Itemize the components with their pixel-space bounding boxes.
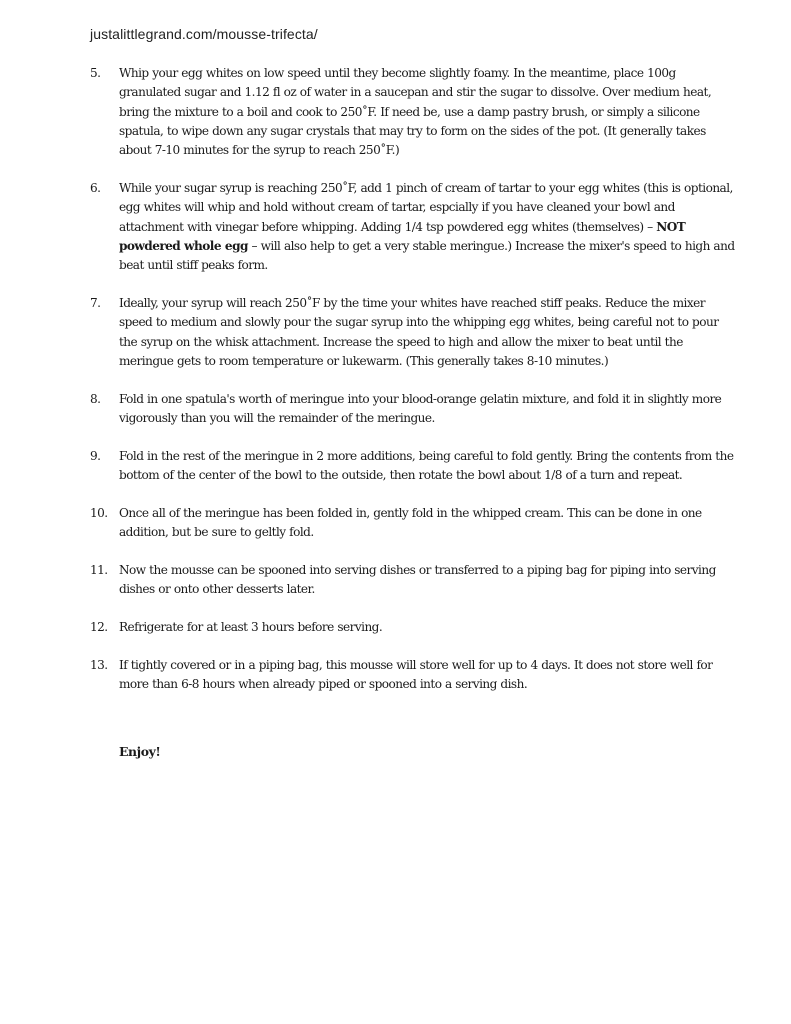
step-text-emphasis: NOT powdered whole egg xyxy=(119,219,686,253)
list-item-step-13 xyxy=(0,656,791,695)
list-item-step-6 xyxy=(0,179,791,275)
step-text-part: While your sugar syrup is reaching 250˚F, add 1 pinch of cream of tartar to your egg whites (this is optional, egg whites will whip and hold without cream of tartar, espcially if you have cleaned your bowl and attachment with vinegar before whipping. Adding 1/4 tsp powdered egg whites (themselves) – xyxy=(119,180,733,234)
step-text: Ideally, your syrup will reach 250˚F by the time your whites have reached stiff peaks. Reduce the mixer speed to medium and slowly pour the sugar syrup into the whipping egg whites, being careful not to pour the syrup on the whisk attachment. Increase the speed to high and allow the mixer to beat until the meringue gets to room temperature or lukewarm. (This generally takes 8-10 minutes.) xyxy=(119,295,719,368)
recipe-steps-list xyxy=(0,64,791,713)
list-item-step-12 xyxy=(0,618,791,637)
step-number: 5. xyxy=(90,66,101,80)
closing-text: Enjoy! xyxy=(119,744,161,759)
step-text: Whip your egg whites on low speed until they become slightly foamy. In the meantime, place 100g granulated sugar and 1.12 fl oz of water in a saucepan and stir the sugar to dissolve. Over medium heat, bring the mixture to a boil and cook to 250˚F. If need be, use a damp pastry brush, or simply a silicone spatula, to wipe down any sugar crystals that may try to form on the sides of the pot. (It generally takes about 7-10 minutes for the syrup to reach 250˚F.) xyxy=(119,66,712,158)
list-item-step-7 xyxy=(0,294,791,371)
list-item-step-9 xyxy=(0,447,791,486)
step-number: 11. xyxy=(90,562,108,577)
list-item-step-11 xyxy=(0,561,791,600)
step-number: 7. xyxy=(90,295,101,310)
step-text: Refrigerate for at least 3 hours before serving. xyxy=(119,620,383,635)
list-item-step-10 xyxy=(0,504,791,543)
step-text: Once all of the meringue has been folded in, gently fold in the whipped cream. This can be done in one addition, but be sure to geltly fold. xyxy=(119,505,702,540)
list-item-step-8 xyxy=(0,390,791,429)
step-number: 12. xyxy=(90,620,108,635)
step-text: Fold in the rest of the meringue in 2 more additions, being careful to fold gently. Bring the contents from the bottom of the center of the bowl to the outside, then rotate the bowl about 1/8 of a turn and repeat. xyxy=(119,448,734,483)
list-item-step-5 xyxy=(0,64,791,160)
step-text: If tightly covered or in a piping bag, this mousse will store well for up to 4 days. It does not store well for more than 6-8 hours when already piped or spooned into a serving dish. xyxy=(119,657,713,692)
step-text: Fold in one spatula's worth of meringue into your blood-orange gelatin mixture, and fold it in slightly more vigorously than you will the remainder of the meringue. xyxy=(119,391,722,425)
step-text-part: – will also help to get a very stable meringue.) Increase the mixer's speed to high and beat until stiff peaks form. xyxy=(119,238,735,273)
step-number: 6. xyxy=(90,180,101,195)
step-number: 8. xyxy=(90,391,101,406)
step-number: 9. xyxy=(90,448,101,463)
step-text xyxy=(119,179,739,275)
step-number: 13. xyxy=(90,657,108,672)
step-number: 10. xyxy=(90,505,108,520)
page-url-header: justalittlegrand.com/mousse-trifecta/ xyxy=(90,26,318,42)
step-text: Now the mousse can be spooned into serving dishes or transferred to a piping bag for piping into serving dishes or onto other desserts later. xyxy=(119,562,716,597)
